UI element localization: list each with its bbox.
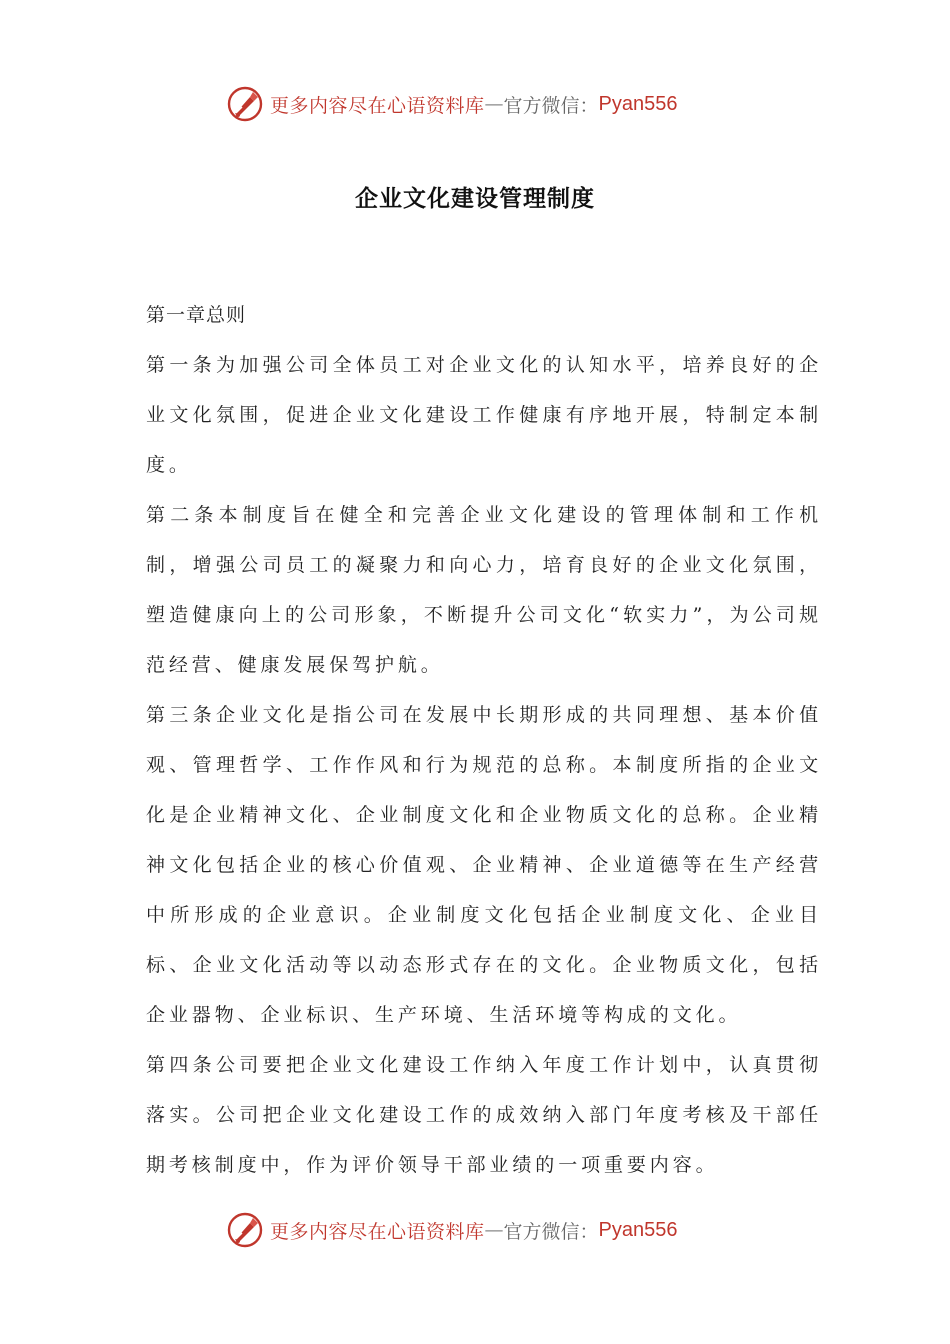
article-4: 第四条公司要把企业文化建设工作纳入年度工作计划中，认真贯彻落实。公司把企业文化建设工作的成效纳入部门年度考核及干部任期考核制度中，作为评价领导干部业绩的一项重要内容。 bbox=[146, 1054, 822, 1176]
footer-contact-label: 官方微信： bbox=[503, 1220, 599, 1243]
header-banner bbox=[226, 82, 678, 126]
footer-contact-id: Pyan556 bbox=[598, 1218, 678, 1241]
article-1: 第一条为加强公司全体员工对企业文化的认知水平，培养良好的企业文化氛围，促进企业文化建设工作健康有序地开展，特制定本制度。 bbox=[146, 354, 822, 476]
pen-nib-logo-icon bbox=[226, 85, 264, 123]
article-3: 第三条企业文化是指公司在发展中长期形成的共同理想、基本价值观、管理哲学、工作作风和行为规范的总称。本制度所指的企业文化是企业精神文化、企业制度文化和企业物质文化的总称。企业精神文化包括企业的核心价值观、企业精神、企业道德等在生产经营中所形成的企业意识。企业制度文化包括企业制度文化、企业目标、企业文化活动等以动态形式存在的文化。企业物质文化，包括企业器物、企业标识、生产环境、生活环境等构成的文化。 bbox=[146, 704, 822, 1026]
document-title: 企业文化建设管理制度 bbox=[355, 185, 595, 212]
header-separator: — bbox=[484, 93, 504, 115]
article-2: 第二条本制度旨在健全和完善企业文化建设的管理体制和工作机制，增强公司员工的凝聚力和向心力，培育良好的企业文化氛围，塑造健康向上的公司形象，不断提升公司文化“软实力”，为公司规范经营、健康发展保驾护航。 bbox=[146, 504, 822, 676]
header-slogan: 更多内容尽在心语资料库 bbox=[270, 94, 485, 117]
pen-nib-logo-icon bbox=[226, 1211, 264, 1249]
chapter-heading: 第一章总则 bbox=[146, 304, 247, 326]
header-contact-label: 官方微信： bbox=[503, 94, 599, 117]
footer-banner bbox=[226, 1208, 678, 1252]
header-contact-id: Pyan556 bbox=[598, 92, 678, 115]
footer-separator: — bbox=[484, 1219, 504, 1241]
footer-slogan: 更多内容尽在心语资料库 bbox=[270, 1220, 485, 1243]
document-body bbox=[146, 290, 822, 1190]
